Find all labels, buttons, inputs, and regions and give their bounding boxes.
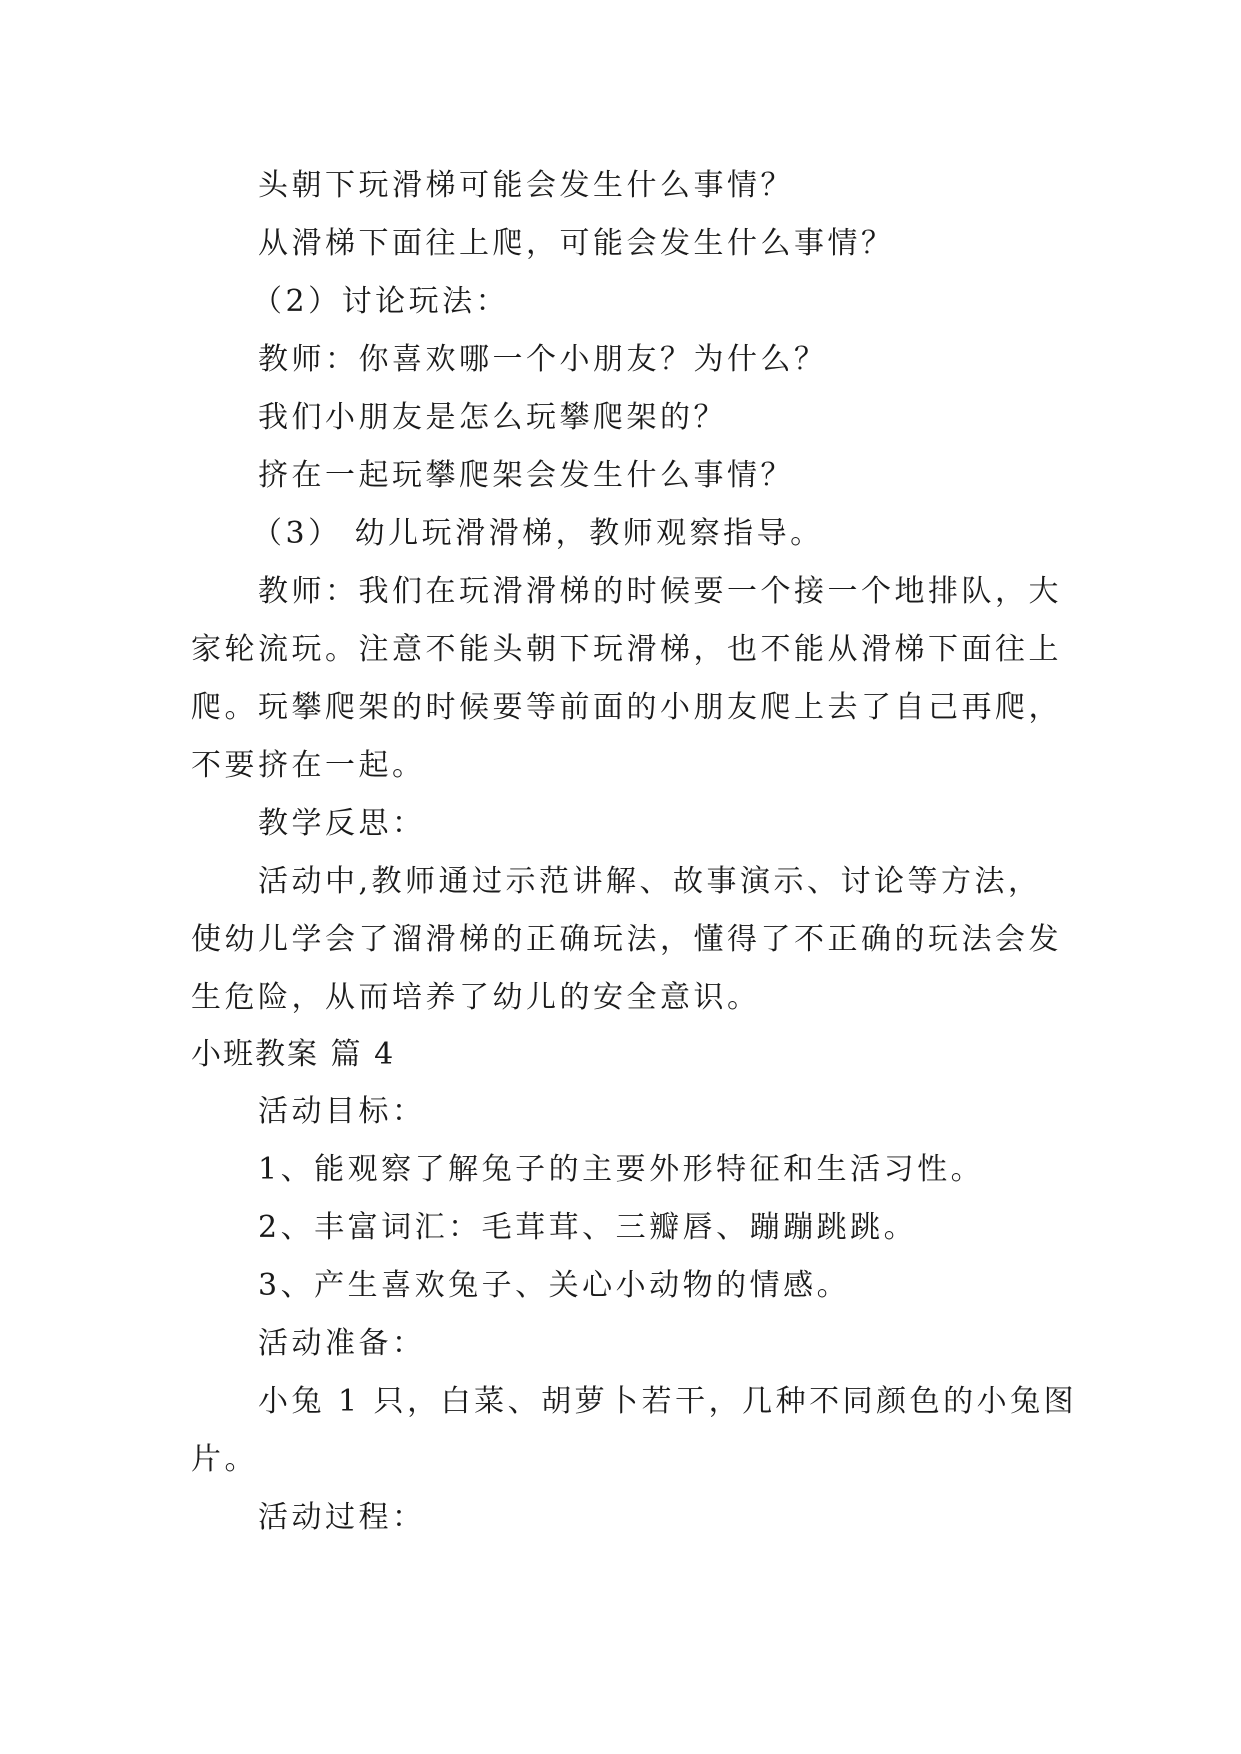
- paragraph-line: （2）讨论玩法：: [252, 284, 510, 319]
- paragraph-line: 头朝下玩滑梯可能会发生什么事情？: [258, 168, 794, 203]
- paragraph-line: 活动中,教师通过示范讲解、故事演示、讨论等方法，: [258, 864, 1042, 899]
- section-label: 活动过程：: [258, 1500, 426, 1535]
- paragraph-line: 生危险，从而培养了幼儿的安全意识。: [191, 980, 761, 1015]
- list-item: 2、丰富词汇：毛茸茸、三瓣唇、蹦蹦跳跳。: [258, 1210, 918, 1245]
- paragraph-line: 教师：我们在玩滑滑梯的时候要一个接一个地排队，大: [258, 574, 1062, 609]
- paragraph-line: 挤在一起玩攀爬架会发生什么事情？: [258, 458, 794, 493]
- paragraph-line: 不要挤在一起。: [191, 748, 426, 783]
- paragraph-line: 教师：你喜欢哪一个小朋友？为什么？: [258, 342, 828, 377]
- paragraph-line: 我们小朋友是怎么玩攀爬架的？: [258, 400, 727, 435]
- paragraph-line: 从滑梯下面往上爬，可能会发生什么事情？: [258, 226, 895, 261]
- section-label: 活动准备：: [258, 1326, 426, 1361]
- list-item: 3、产生喜欢兔子、关心小动物的情感。: [258, 1268, 851, 1303]
- paragraph-line: 家轮流玩。注意不能头朝下玩滑梯，也不能从滑梯下面往上: [191, 632, 1062, 667]
- section-label: 活动目标：: [258, 1094, 426, 1129]
- paragraph-line: 片。: [191, 1442, 258, 1477]
- section-label: 教学反思：: [258, 806, 426, 841]
- list-item: 1、能观察了解兔子的主要外形特征和生活习性。: [258, 1152, 985, 1187]
- section-heading: 小班教案 篇 4: [191, 1037, 396, 1072]
- paragraph-line: 爬。玩攀爬架的时候要等前面的小朋友爬上去了自己再爬，: [191, 690, 1062, 725]
- paragraph-line: 小兔 1 只，白菜、胡萝卜若干，几种不同颜色的小兔图: [258, 1384, 1078, 1419]
- paragraph-line: （3） 幼儿玩滑滑梯，教师观察指导。: [252, 516, 824, 551]
- paragraph-line: 使幼儿学会了溜滑梯的正确玩法，懂得了不正确的玩法会发: [191, 922, 1062, 957]
